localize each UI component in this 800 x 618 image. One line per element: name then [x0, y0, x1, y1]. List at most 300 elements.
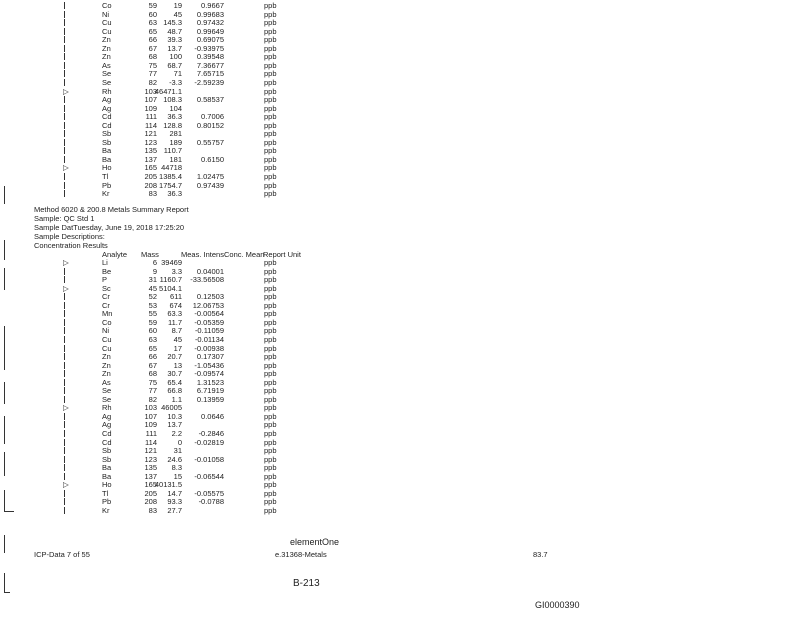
cell-meas-intens: 63.3 — [167, 309, 182, 319]
row-marker — [64, 28, 65, 35]
row-flag-icon: ▷ — [63, 163, 69, 173]
cell-meas-intens: 65.4 — [167, 377, 182, 387]
cell-report-unit: ppb — [264, 69, 277, 79]
cell-mass: 109 — [144, 420, 157, 430]
cell-report-unit: ppb — [264, 266, 277, 276]
cell-analyte: Se — [102, 69, 112, 79]
cell-meas-intens: 66.8 — [167, 386, 182, 396]
cell-conc-mean: 6.71919 — [196, 386, 224, 396]
cell-conc-mean: 0.9667 — [201, 1, 224, 10]
cell-mass: 60 — [148, 326, 157, 336]
row-marker — [64, 464, 65, 471]
cell-conc-mean: 12.06753 — [192, 300, 224, 310]
cell-meas-intens: 13.7 — [167, 420, 182, 430]
cell-conc-mean: 7.36677 — [196, 60, 224, 70]
cell-analyte: Zn — [102, 52, 111, 62]
cell-mass: 114 — [145, 120, 157, 130]
cell-mass: 135 — [144, 463, 157, 473]
cell-analyte: Pb — [102, 180, 112, 190]
row-flag-icon: ▷ — [63, 86, 69, 96]
row-flag-icon: ▷ — [63, 403, 69, 413]
cell-mass: 45 — [148, 283, 157, 293]
cell-mass: 123 — [144, 454, 157, 464]
cell-report-unit: ppb — [264, 326, 277, 336]
cell-analyte: Cd — [102, 429, 112, 438]
cell-analyte: Kr — [102, 505, 110, 515]
cell-analyte: Sc — [102, 283, 111, 293]
cell-analyte: Sb — [102, 446, 112, 456]
row-marker — [64, 122, 65, 129]
row-marker — [64, 473, 65, 480]
cell-analyte: Ba — [102, 471, 112, 481]
cell-report-unit: ppb — [264, 283, 277, 293]
cell-report-unit: ppb — [264, 497, 277, 507]
cell-mass: 103 — [144, 403, 157, 413]
footer-brand: elementOne — [290, 537, 340, 547]
column-header-meas-intens: Meas. Intens — [181, 250, 224, 259]
row-flag-icon: ▷ — [63, 480, 69, 490]
cell-mass: 83 — [148, 505, 157, 515]
cell-conc-mean: 0.13959 — [196, 394, 224, 404]
cell-report-unit: ppb — [264, 463, 277, 473]
cell-report-unit: ppb — [264, 446, 277, 456]
margin-bracket — [4, 535, 5, 553]
cell-mass: 103 — [144, 86, 157, 96]
cell-mass: 208 — [144, 180, 157, 190]
margin-bracket — [4, 186, 5, 204]
cell-meas-intens: 2.2 — [171, 429, 182, 438]
cell-analyte: Zn — [102, 352, 111, 362]
cell-meas-intens: -3.3 — [169, 77, 182, 87]
footer-bates-number: GI0000390 — [535, 600, 580, 610]
cell-report-unit: ppb — [264, 9, 277, 19]
row-marker — [64, 276, 65, 283]
cell-meas-intens: 24.6 — [167, 454, 182, 464]
cell-meas-intens: 128.8 — [163, 120, 182, 130]
row-marker — [64, 182, 65, 189]
cell-meas-intens: 71 — [173, 69, 182, 79]
cell-meas-intens: 13.7 — [167, 43, 182, 53]
row-marker — [64, 507, 65, 514]
cell-conc-mean: 0.12503 — [196, 292, 224, 302]
cell-mass: 60 — [148, 9, 157, 19]
cell-report-unit: ppb — [264, 154, 277, 164]
cell-analyte: Mn — [102, 309, 113, 319]
cell-report-unit: ppb — [264, 77, 277, 87]
cell-mass: 67 — [148, 43, 157, 53]
cell-conc-mean: 1.31523 — [196, 377, 224, 387]
cell-analyte: Tl — [102, 172, 109, 181]
cell-conc-mean: -0.01058 — [194, 454, 224, 464]
cell-report-unit: ppb — [264, 18, 277, 28]
cell-mass: 208 — [144, 497, 157, 507]
row-marker — [64, 421, 65, 428]
cell-report-unit: ppb — [264, 275, 277, 285]
cell-mass: 65 — [148, 343, 157, 353]
cell-meas-intens: 5104.1 — [159, 283, 182, 293]
cell-analyte: Sb — [102, 137, 112, 147]
cell-analyte: Ho — [102, 163, 112, 173]
cell-mass: 68 — [148, 52, 157, 62]
cell-meas-intens: 93.3 — [167, 497, 182, 507]
cell-report-unit: ppb — [264, 129, 277, 139]
cell-analyte: Ag — [102, 420, 112, 430]
cell-analyte: Co — [102, 317, 112, 327]
cell-conc-mean: -0.05575 — [194, 488, 224, 498]
cell-report-unit: ppb — [264, 258, 277, 267]
cell-meas-intens: 100 — [169, 52, 182, 62]
row-marker — [64, 139, 65, 146]
cell-report-unit: ppb — [264, 172, 277, 181]
cell-conc-mean: 0.04001 — [196, 266, 224, 276]
cell-analyte: Cd — [102, 437, 112, 447]
cell-report-unit: ppb — [264, 292, 277, 302]
row-marker — [64, 2, 65, 9]
cell-conc-mean: 0.97439 — [196, 180, 224, 190]
cell-meas-intens: 14.7 — [167, 488, 182, 498]
row-marker — [64, 439, 65, 446]
cell-report-unit: ppb — [264, 1, 277, 10]
cell-analyte: P — [102, 275, 108, 285]
cell-report-unit: ppb — [264, 437, 277, 447]
cell-conc-mean: 0.99649 — [196, 26, 224, 36]
cell-report-unit: ppb — [264, 86, 277, 96]
cell-mass: 107 — [144, 411, 157, 421]
margin-bracket — [4, 416, 5, 444]
cell-mass: 55 — [148, 309, 157, 319]
cell-analyte: Rh — [102, 86, 112, 96]
cell-analyte: Cu — [102, 334, 112, 344]
row-marker — [64, 302, 65, 309]
margin-bracket — [4, 268, 5, 290]
cell-report-unit: ppb — [264, 146, 277, 156]
row-marker — [64, 70, 65, 77]
cell-meas-intens: 110.7 — [163, 146, 182, 156]
column-header-conc-mean: Conc. Mean — [224, 250, 265, 259]
footer-page-label: ICP-Data 7 of 55 — [34, 550, 90, 559]
cell-mass: 82 — [148, 77, 157, 87]
cell-report-unit: ppb — [264, 377, 277, 387]
cell-conc-mean: -0.06544 — [194, 471, 224, 481]
cell-mass: 121 — [144, 129, 157, 139]
cell-analyte: Li — [102, 258, 108, 267]
cell-mass: 52 — [148, 292, 157, 302]
cell-analyte: Cd — [102, 120, 112, 130]
cell-conc-mean: -0.02819 — [194, 437, 224, 447]
cell-mass: 75 — [148, 377, 157, 387]
cell-report-unit: ppb — [264, 163, 277, 173]
cell-report-unit: ppb — [264, 403, 277, 413]
cell-analyte: As — [102, 377, 111, 387]
row-marker — [64, 430, 65, 437]
cell-conc-mean: 0.17307 — [196, 352, 224, 362]
cell-mass: 109 — [144, 103, 157, 113]
cell-report-unit: ppb — [264, 394, 277, 404]
row-marker — [64, 498, 65, 505]
cell-analyte: Cr — [102, 300, 110, 310]
row-marker — [64, 379, 65, 386]
cell-report-unit: ppb — [264, 386, 277, 396]
cell-analyte: Zn — [102, 35, 111, 45]
cell-meas-intens: 19 — [173, 1, 182, 10]
cell-meas-intens: 68.7 — [167, 60, 182, 70]
cell-mass: 137 — [144, 471, 157, 481]
cell-analyte: Ag — [102, 103, 112, 113]
row-marker — [64, 11, 65, 18]
cell-conc-mean: 1.02475 — [196, 172, 224, 181]
cell-mass: 107 — [144, 95, 157, 105]
cell-report-unit: ppb — [264, 471, 277, 481]
cell-mass: 75 — [148, 60, 157, 70]
method-title: Method 6020 & 200.8 Metals Summary Report — [34, 205, 189, 214]
cell-meas-intens: 611 — [170, 292, 182, 302]
row-marker — [64, 79, 65, 86]
cell-meas-intens: 46471.1 — [154, 86, 182, 96]
row-marker — [64, 96, 65, 103]
cell-mass: 205 — [144, 172, 157, 181]
cell-report-unit: ppb — [264, 309, 277, 319]
margin-bracket — [4, 490, 5, 512]
cell-analyte: Ba — [102, 154, 112, 164]
cell-report-unit: ppb — [264, 43, 277, 53]
row-marker — [64, 53, 65, 60]
cell-analyte: Be — [102, 266, 112, 276]
cell-report-unit: ppb — [264, 411, 277, 421]
cell-analyte: Cu — [102, 26, 112, 36]
cell-conc-mean: -0.00564 — [194, 309, 224, 319]
cell-mass: 31 — [148, 275, 157, 285]
cell-meas-intens: 45 — [173, 9, 182, 19]
cell-mass: 63 — [148, 18, 157, 28]
cell-report-unit: ppb — [264, 60, 277, 70]
cell-mass: 165 — [144, 163, 157, 173]
cell-mass: 77 — [148, 69, 157, 79]
row-marker — [64, 447, 65, 454]
cell-meas-intens: 11.7 — [167, 317, 182, 327]
cell-analyte: Cd — [102, 112, 112, 122]
cell-meas-intens: 39469 — [161, 258, 182, 267]
cell-report-unit: ppb — [264, 420, 277, 430]
cell-analyte: Pb — [102, 497, 112, 507]
cell-analyte: Cu — [102, 343, 112, 353]
row-marker — [64, 147, 65, 154]
cell-analyte: Rh — [102, 403, 112, 413]
cell-mass: 123 — [144, 137, 157, 147]
row-marker — [64, 456, 65, 463]
cell-meas-intens: 1754.7 — [159, 180, 182, 190]
cell-conc-mean: 0.6150 — [201, 154, 224, 164]
row-flag-icon: ▷ — [63, 283, 69, 293]
margin-tick — [4, 592, 10, 593]
margin-bracket — [4, 382, 5, 404]
cell-mass: 165 — [144, 480, 157, 490]
cell-mass: 67 — [148, 360, 157, 370]
concentration-results-label: Concentration Results — [34, 241, 108, 250]
cell-meas-intens: 145.3 — [163, 18, 182, 28]
cell-report-unit: ppb — [264, 52, 277, 62]
cell-meas-intens: 189 — [169, 137, 182, 147]
cell-mass: 59 — [148, 317, 157, 327]
cell-mass: 63 — [148, 334, 157, 344]
row-marker — [64, 319, 65, 326]
cell-mass: 205 — [144, 488, 157, 498]
cell-conc-mean: 0.99683 — [196, 9, 224, 19]
cell-meas-intens: 1.1 — [171, 394, 182, 404]
row-marker — [64, 362, 65, 369]
cell-analyte: Ba — [102, 146, 112, 156]
row-marker — [64, 327, 65, 334]
row-marker — [64, 396, 65, 403]
cell-meas-intens: 31 — [173, 446, 182, 456]
row-marker — [64, 387, 65, 394]
cell-analyte: As — [102, 60, 111, 70]
cell-meas-intens: 39.3 — [167, 35, 182, 45]
row-marker — [64, 310, 65, 317]
cell-conc-mean: 0.58537 — [196, 95, 224, 105]
cell-meas-intens: 48.7 — [167, 26, 182, 36]
column-header-report-unit: Report Unit — [263, 250, 301, 259]
cell-mass: 111 — [145, 112, 157, 122]
cell-meas-intens: 45 — [173, 334, 182, 344]
cell-meas-intens: 8.7 — [171, 326, 182, 336]
cell-meas-intens: 46005 — [161, 403, 182, 413]
row-marker — [64, 353, 65, 360]
cell-conc-mean: -0.05359 — [194, 317, 224, 327]
cell-report-unit: ppb — [264, 429, 277, 438]
cell-report-unit: ppb — [264, 334, 277, 344]
cell-mass: 137 — [144, 154, 157, 164]
cell-mass: 66 — [148, 352, 157, 362]
cell-report-unit: ppb — [264, 137, 277, 147]
cell-analyte: Cu — [102, 18, 112, 28]
row-marker — [64, 293, 65, 300]
cell-conc-mean: 0.55757 — [196, 137, 224, 147]
cell-analyte: Se — [102, 386, 112, 396]
cell-analyte: Se — [102, 394, 112, 404]
cell-report-unit: ppb — [264, 317, 277, 327]
cell-meas-intens: 1160.7 — [159, 275, 182, 285]
cell-conc-mean: -0.01134 — [194, 334, 224, 344]
cell-mass: 111 — [145, 429, 157, 438]
cell-mass: 53 — [148, 300, 157, 310]
cell-report-unit: ppb — [264, 360, 277, 370]
row-marker — [64, 36, 65, 43]
cell-report-unit: ppb — [264, 480, 277, 490]
row-marker — [64, 156, 65, 163]
cell-conc-mean: 0.0646 — [201, 411, 224, 421]
cell-meas-intens: 10.3 — [167, 411, 182, 421]
cell-report-unit: ppb — [264, 120, 277, 130]
cell-conc-mean: -1.05436 — [194, 360, 224, 370]
cell-mass: 77 — [148, 386, 157, 396]
row-marker — [64, 173, 65, 180]
cell-meas-intens: 0 — [177, 437, 182, 447]
cell-mass: 66 — [148, 35, 157, 45]
cell-analyte: Ba — [102, 463, 112, 473]
cell-meas-intens: 36.3 — [167, 112, 182, 122]
cell-report-unit: ppb — [264, 300, 277, 310]
cell-conc-mean: -0.00938 — [194, 343, 224, 353]
cell-report-unit: ppb — [264, 180, 277, 190]
cell-meas-intens: 40131.5 — [154, 480, 182, 490]
cell-conc-mean: -33.56508 — [190, 275, 224, 285]
cell-analyte: Kr — [102, 189, 110, 199]
cell-conc-mean: 0.97432 — [196, 18, 224, 28]
cell-meas-intens: 674 — [169, 300, 182, 310]
row-marker — [64, 336, 65, 343]
row-marker — [64, 370, 65, 377]
margin-bracket — [4, 573, 5, 593]
cell-analyte: Sb — [102, 129, 112, 139]
row-marker — [64, 190, 65, 197]
cell-meas-intens: 30.7 — [167, 369, 182, 379]
row-marker — [64, 268, 65, 275]
cell-meas-intens: 8.3 — [171, 463, 182, 473]
row-marker — [64, 345, 65, 352]
cell-analyte: Zn — [102, 369, 111, 379]
cell-meas-intens: 3.3 — [171, 266, 182, 276]
row-marker — [64, 413, 65, 420]
cell-meas-intens: 15 — [173, 471, 182, 481]
footer-value: 83.7 — [533, 550, 548, 559]
cell-mass: 6 — [152, 258, 157, 267]
cell-mass: 82 — [148, 394, 157, 404]
cell-meas-intens: 281 — [169, 129, 182, 139]
cell-analyte: Zn — [102, 43, 111, 53]
cell-meas-intens: 17 — [173, 343, 182, 353]
cell-meas-intens: 36.3 — [167, 189, 182, 199]
cell-report-unit: ppb — [264, 488, 277, 498]
cell-meas-intens: 13 — [173, 360, 182, 370]
cell-analyte: Sb — [102, 454, 112, 464]
margin-tick — [4, 511, 14, 512]
cell-analyte: Ag — [102, 95, 112, 105]
cell-conc-mean: -0.09574 — [194, 369, 224, 379]
row-marker — [64, 113, 65, 120]
cell-analyte: Se — [102, 77, 112, 87]
sample-name: Sample: QC Std 1 — [34, 214, 95, 223]
cell-report-unit: ppb — [264, 35, 277, 45]
cell-conc-mean: 7.65715 — [196, 69, 224, 79]
cell-analyte: Ni — [102, 326, 110, 336]
cell-meas-intens: 181 — [169, 154, 182, 164]
cell-mass: 9 — [152, 266, 157, 276]
cell-meas-intens: 104 — [169, 103, 182, 113]
row-marker — [64, 19, 65, 26]
cell-report-unit: ppb — [264, 95, 277, 105]
cell-meas-intens: 44718 — [161, 163, 182, 173]
cell-mass: 83 — [148, 189, 157, 199]
cell-mass: 114 — [145, 437, 157, 447]
footer-page-id: B-213 — [293, 578, 320, 589]
cell-conc-mean: -0.2846 — [198, 429, 224, 438]
cell-conc-mean: 0.39548 — [196, 52, 224, 62]
row-marker — [64, 130, 65, 137]
cell-conc-mean: -2.59239 — [194, 77, 224, 87]
cell-analyte: Co — [102, 1, 112, 10]
cell-meas-intens: 20.7 — [167, 352, 182, 362]
cell-mass: 135 — [144, 146, 157, 156]
cell-report-unit: ppb — [264, 189, 277, 199]
row-marker — [64, 62, 65, 69]
column-header-analyte: Analyte — [102, 250, 128, 259]
column-header-mass: Mass — [141, 250, 159, 259]
cell-report-unit: ppb — [264, 352, 277, 362]
margin-bracket — [4, 452, 5, 476]
cell-report-unit: ppb — [264, 454, 277, 464]
cell-meas-intens: 27.7 — [167, 505, 182, 515]
cell-meas-intens: 108.3 — [163, 95, 182, 105]
